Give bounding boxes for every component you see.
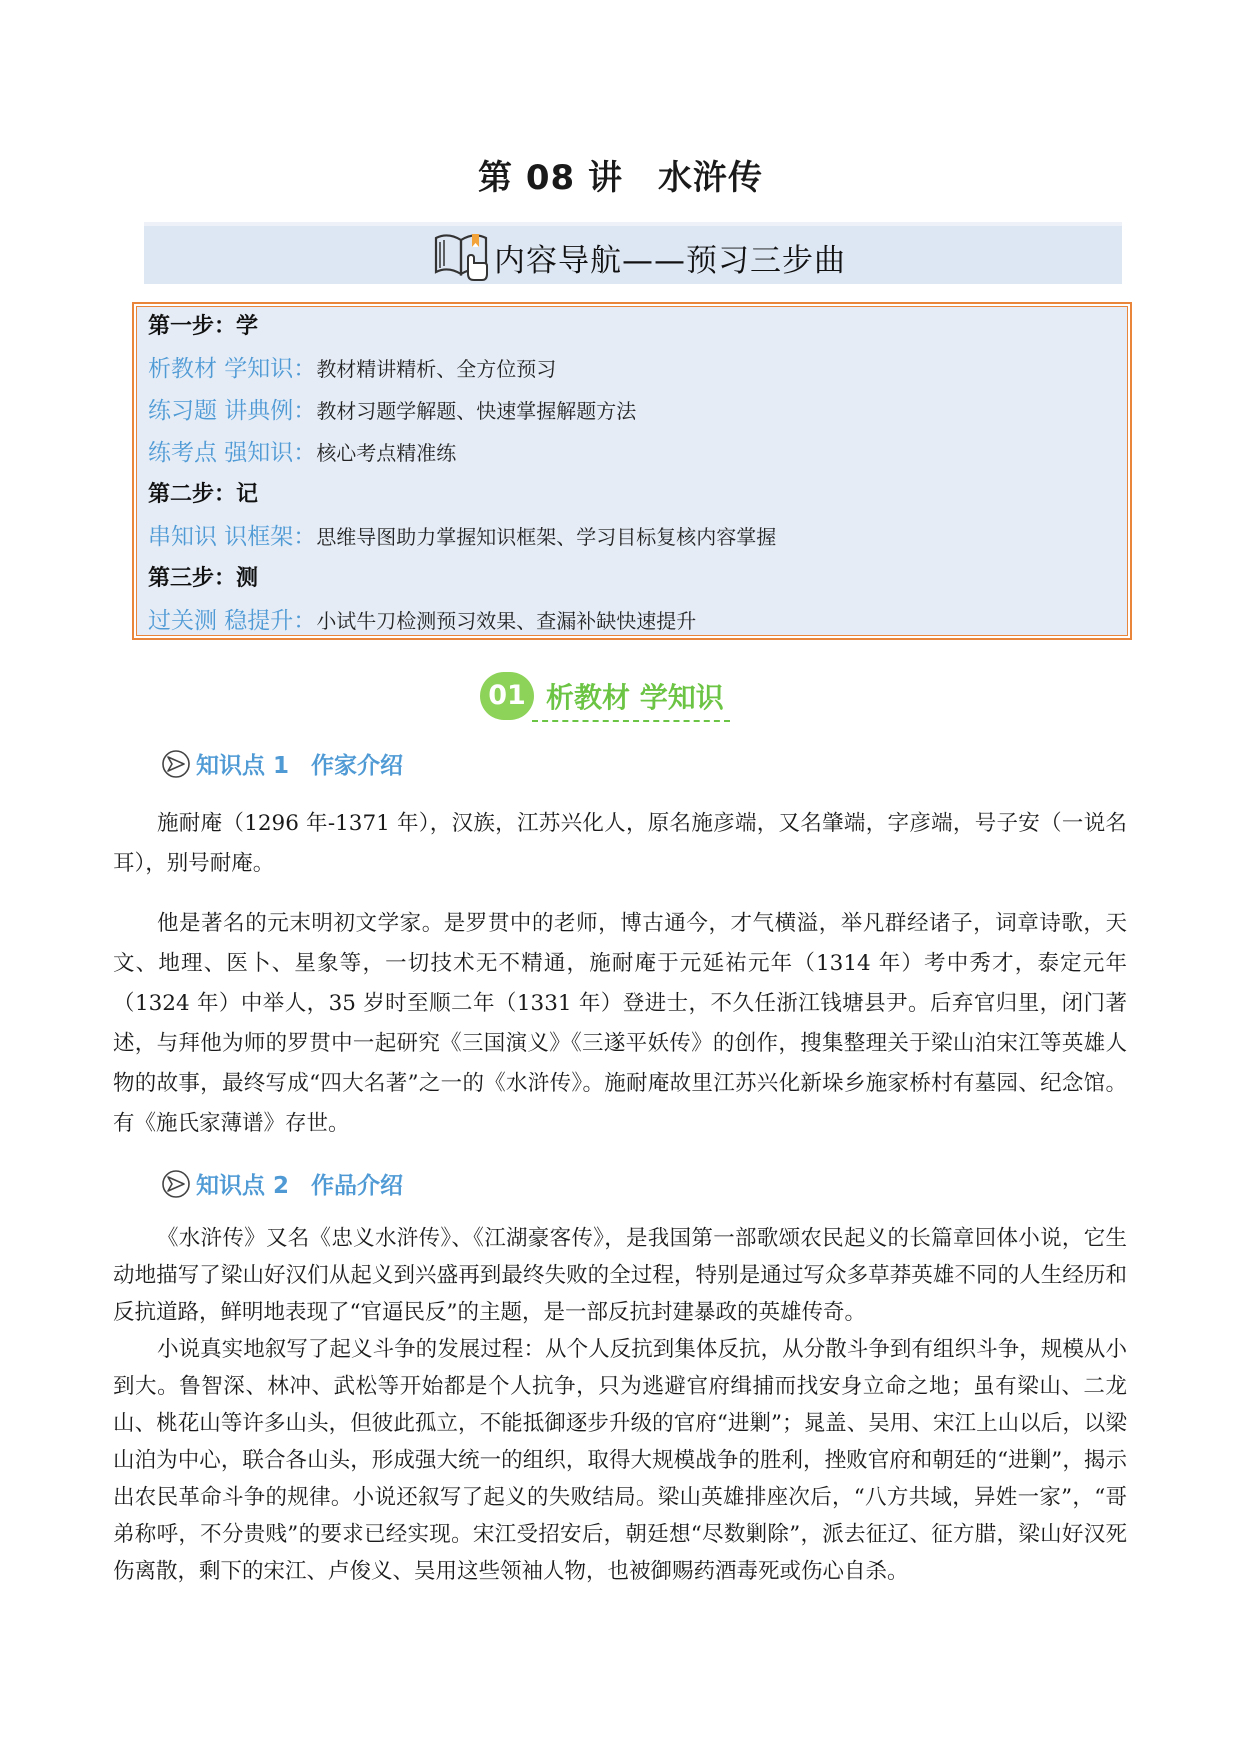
step-item-desc: 核心考点精准练	[316, 441, 457, 465]
step-item	[148, 438, 456, 469]
knowledge-point-heading	[160, 747, 403, 783]
knowledge-point-heading	[160, 1167, 403, 1203]
paragraph: 小说真实地叙写了起义斗争的发展过程：从个人反抗到集体反抗，从分散斗争到有组织斗争，规模从小到大。鲁智深、林冲、武松等开始都是个人抗争，只为逃避官府缉捕而找安身立命之地；虽有梁山、二龙山、桃花山等许多山头，但彼此孤立，不能抵御逐步升级的官府“进剿”；晁盖、吴用、宋江上山以后，以梁山泊为中心，联合各山头，形成强大统一的组织，取得大规模战争的胜利，挫败官府和朝廷的“进剿”，揭示出农民革命斗争的规律。小说还叙写了起义的失败结局。梁山英雄排座次后，“八方共域，异姓一家”，“哥弟称呼，不分贵贱”的要求已经实现。宋江受招安后，朝廷想“尽数剿除”，派去征辽、征方腊，梁山好汉死伤离散，剩下的宋江、卢俊义、吴用这些领袖人物，也被御赐药酒毒死或伤心自杀。	[113, 1337, 1127, 1584]
step-item	[148, 606, 696, 637]
arrow-circle-icon	[160, 1168, 192, 1200]
step-item-label: 练考点 强知识：	[148, 440, 317, 466]
steps-box	[132, 302, 1132, 640]
step-item-label: 过关测 稳提升：	[148, 608, 317, 634]
knowledge-point-name: 作品介绍	[311, 1173, 404, 1199]
section-number-badge: 01	[480, 672, 534, 720]
content-nav-banner	[144, 222, 1122, 284]
book-pointer-icon	[432, 228, 492, 282]
knowledge-point-label: 知识点 2	[196, 1173, 290, 1199]
page-title: 第 08 讲 水浒传	[478, 158, 763, 198]
step-item-desc: 思维导图助力掌握知识框架、学习目标复核内容掌握	[316, 525, 777, 549]
step-item-desc: 小试牛刀检测预习效果、查漏补缺快速提升	[316, 609, 697, 633]
knowledge-point-name: 作家介绍	[311, 753, 404, 779]
section-underline	[532, 720, 730, 722]
step-item	[148, 522, 776, 553]
step-item-desc: 教材精讲精析、全方位预习	[316, 357, 557, 381]
section-title: 析教材 学知识	[546, 681, 724, 714]
step-1-heading: 第一步：学	[148, 314, 259, 339]
step-item-label: 练习题 讲典例：	[148, 398, 317, 424]
arrow-circle-icon	[160, 748, 192, 780]
step-3-heading: 第三步：测	[148, 566, 259, 591]
paragraph: 他是著名的元末明初文学家。是罗贯中的老师，博古通今，才气横溢，举凡群经诸子，词章诗歌，天文、地理、医卜、星象等，一切技术无不精通，施耐庵于元延祐元年（1314 年）考中秀才，泰定元年（1324 年）中举人，35 岁时至顺二年（1331 年）登进士，不久任浙江钱塘县尹。后弃官归里，闭门著述，与拜他为师的罗贯中一起研究《三国演义》《三遂平妖传》的创作，搜集整理关于梁山泊宋江等英雄人物的故事，最终写成“四大名著”之一的《水浒传》。施耐庵故里江苏兴化新垛乡施家桥村有墓园、纪念馆。有《施氏家薄谱》存世。	[113, 911, 1127, 1136]
step-item-label: 析教材 学知识：	[148, 356, 317, 382]
step-item	[148, 354, 556, 385]
step-2-heading: 第二步：记	[148, 482, 259, 507]
paragraph: 施耐庵（1296 年-1371 年），汉族，江苏兴化人，原名施彦端，又名肇端，字彦端，号子安（一说名耳），别号耐庵。	[113, 811, 1127, 876]
step-item-label: 串知识 识框架：	[148, 524, 317, 550]
knowledge-point-label: 知识点 1	[196, 753, 290, 779]
nav-title: 内容导航——预习三步曲	[494, 243, 846, 279]
step-item-desc: 教材习题学解题、快速掌握解题方法	[316, 399, 637, 423]
step-item	[148, 396, 636, 427]
paragraph: 《水浒传》又名《忠义水浒传》、《江湖豪客传》，是我国第一部歌颂农民起义的长篇章回体小说，它生动地描写了梁山好汉们从起义到兴盛再到最终失败的全过程，特别是通过写众多草莽英雄不同的人生经历和反抗道路，鲜明地表现了“官逼民反”的主题，是一部反抗封建暴政的英雄传奇。	[113, 1226, 1127, 1325]
section-heading	[480, 668, 750, 724]
